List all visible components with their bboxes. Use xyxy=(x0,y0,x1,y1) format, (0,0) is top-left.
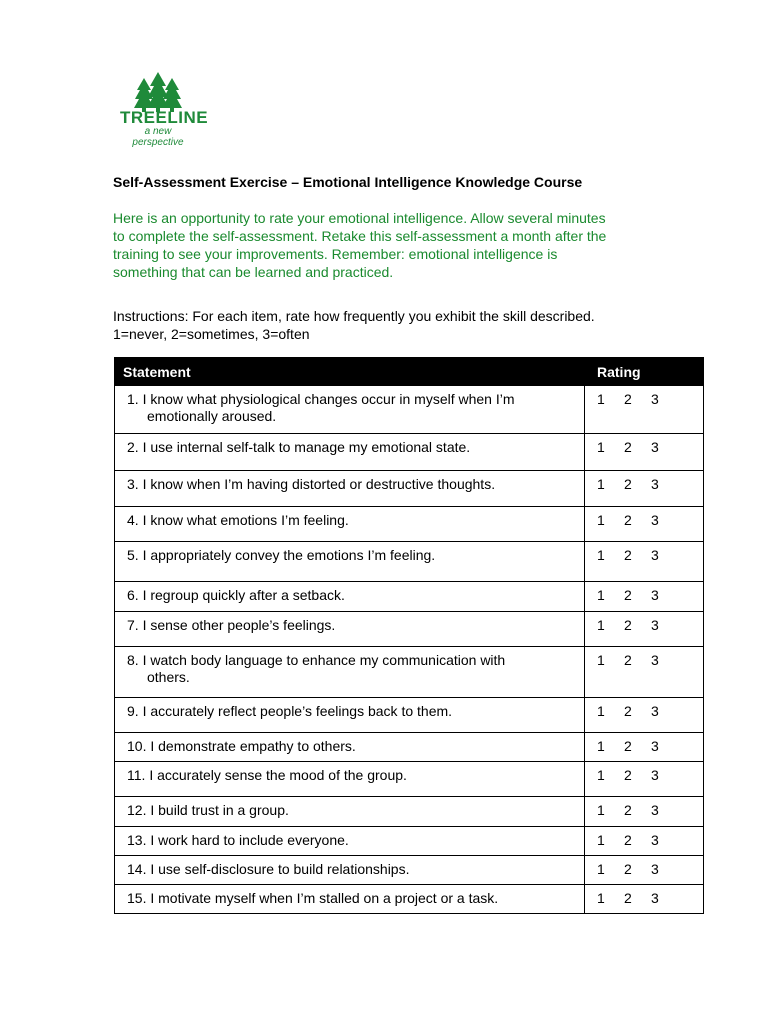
statement-text: emotionally aroused. xyxy=(147,408,277,424)
statement-text: 11. I accurately sense the mood of the group. xyxy=(127,767,407,783)
intro-line: Here is an opportunity to rate your emotional intelligence. Allow several minutes xyxy=(113,210,606,226)
rating-option-2[interactable]: 2 xyxy=(624,652,632,668)
table-row xyxy=(115,582,704,612)
rating-scale-cell xyxy=(585,733,704,762)
statement-cell xyxy=(115,733,585,762)
table-row xyxy=(115,542,704,582)
rating-option-3[interactable]: 3 xyxy=(651,890,659,906)
statement-text: 14. I use self-disclosure to build relationships. xyxy=(127,861,410,877)
rating-option-1[interactable]: 1 xyxy=(597,512,605,528)
rating-option-1[interactable]: 1 xyxy=(597,703,605,719)
rating-option-2[interactable]: 2 xyxy=(624,802,632,818)
rating-option-2[interactable]: 2 xyxy=(624,861,632,877)
rating-option-1[interactable]: 1 xyxy=(597,476,605,492)
intro-paragraph xyxy=(113,209,673,281)
intro-line: to complete the self-assessment. Retake this self-assessment a month after the xyxy=(113,228,607,244)
rating-option-3[interactable]: 3 xyxy=(651,391,659,407)
statement-text: 10. I demonstrate empathy to others. xyxy=(127,738,356,754)
statement-text: 15. I motivate myself when I’m stalled on a project or a task. xyxy=(127,890,499,906)
rating-scale-cell xyxy=(585,797,704,827)
rating-scale-cell xyxy=(585,386,704,434)
table-row xyxy=(115,797,704,827)
table-row xyxy=(115,827,704,856)
statement-cell xyxy=(115,542,585,582)
table-header-row xyxy=(115,358,704,386)
pine-trees-icon xyxy=(120,72,196,112)
page-title: Self-Assessment Exercise – Emotional Intelligence Knowledge Course xyxy=(113,174,583,190)
statement-cell xyxy=(115,582,585,612)
rating-scale-cell xyxy=(585,471,704,507)
statement-cell xyxy=(115,434,585,471)
rating-scale-cell xyxy=(585,507,704,542)
scale-legend: 1=never, 2=sometimes, 3=often xyxy=(113,326,310,342)
table-row xyxy=(115,698,704,733)
rating-scale-cell xyxy=(585,827,704,856)
rating-table xyxy=(114,357,704,914)
rating-option-3[interactable]: 3 xyxy=(651,617,659,633)
rating-option-3[interactable]: 3 xyxy=(651,587,659,603)
logo-wordmark: TREELINE xyxy=(120,108,209,127)
table-row xyxy=(115,856,704,885)
rating-scale-cell xyxy=(585,856,704,885)
statement-text: 8. I watch body language to enhance my communication with xyxy=(127,652,506,668)
instructions xyxy=(113,307,673,343)
rating-option-2[interactable]: 2 xyxy=(624,587,632,603)
rating-option-2[interactable]: 2 xyxy=(624,767,632,783)
rating-scale-cell xyxy=(585,434,704,471)
rating-option-2[interactable]: 2 xyxy=(624,890,632,906)
statement-cell xyxy=(115,885,585,914)
instructions-line: Instructions: For each item, rate how frequently you exhibit the skill described. xyxy=(113,308,595,324)
statement-cell xyxy=(115,762,585,797)
statement-cell xyxy=(115,856,585,885)
table-row xyxy=(115,471,704,507)
table-row xyxy=(115,507,704,542)
rating-option-3[interactable]: 3 xyxy=(651,767,659,783)
rating-option-3[interactable]: 3 xyxy=(651,703,659,719)
table-row xyxy=(115,434,704,471)
intro-line: training to see your improvements. Remember: emotional intelligence is xyxy=(113,246,558,262)
rating-option-1[interactable]: 1 xyxy=(597,861,605,877)
rating-option-3[interactable]: 3 xyxy=(651,476,659,492)
rating-option-1[interactable]: 1 xyxy=(597,547,605,563)
table-row xyxy=(115,733,704,762)
table-row xyxy=(115,612,704,647)
rating-option-1[interactable]: 1 xyxy=(597,802,605,818)
rating-option-3[interactable]: 3 xyxy=(651,512,659,528)
rating-option-3[interactable]: 3 xyxy=(651,652,659,668)
rating-option-2[interactable]: 2 xyxy=(624,703,632,719)
rating-option-1[interactable]: 1 xyxy=(597,738,605,754)
rating-scale-cell xyxy=(585,762,704,797)
rating-option-2[interactable]: 2 xyxy=(624,476,632,492)
statement-text: 12. I build trust in a group. xyxy=(127,802,289,818)
statement-text: 6. I regroup quickly after a setback. xyxy=(127,587,345,603)
statement-text: 9. I accurately reflect people’s feelings back to them. xyxy=(127,703,453,719)
table-row xyxy=(115,647,704,698)
rating-option-2[interactable]: 2 xyxy=(624,439,632,455)
statement-cell xyxy=(115,647,585,698)
rating-option-3[interactable]: 3 xyxy=(651,861,659,877)
logo-tagline: a new perspective xyxy=(132,126,184,148)
statement-cell xyxy=(115,827,585,856)
rating-option-2[interactable]: 2 xyxy=(624,391,632,407)
rating-option-1[interactable]: 1 xyxy=(597,890,605,906)
statement-column-header: Statement xyxy=(115,358,585,386)
table-row xyxy=(115,386,704,434)
rating-option-1[interactable]: 1 xyxy=(597,439,605,455)
statement-cell xyxy=(115,612,585,647)
rating-scale-cell xyxy=(585,612,704,647)
rating-option-1[interactable]: 1 xyxy=(597,587,605,603)
rating-scale-cell xyxy=(585,542,704,582)
rating-option-2[interactable]: 2 xyxy=(624,617,632,633)
rating-option-3[interactable]: 3 xyxy=(651,439,659,455)
rating-option-3[interactable]: 3 xyxy=(651,802,659,818)
statement-cell xyxy=(115,471,585,507)
rating-scale-cell xyxy=(585,582,704,612)
statement-cell xyxy=(115,507,585,542)
rating-scale-cell xyxy=(585,698,704,733)
table-row xyxy=(115,885,704,914)
statement-text: 1. I know what physiological changes occur in myself when I’m xyxy=(127,391,515,407)
intro-line: something that can be learned and practiced. xyxy=(113,264,394,280)
statement-text: 13. I work hard to include everyone. xyxy=(127,832,349,848)
rating-option-1[interactable]: 1 xyxy=(597,832,605,848)
rating-option-2[interactable]: 2 xyxy=(624,832,632,848)
rating-option-1[interactable]: 1 xyxy=(597,652,605,668)
statement-cell xyxy=(115,797,585,827)
statement-text: 7. I sense other people’s feelings. xyxy=(127,617,336,633)
rating-column-header: Rating xyxy=(585,358,704,386)
rating-scale-cell xyxy=(585,647,704,698)
statement-cell xyxy=(115,698,585,733)
statement-text: 4. I know what emotions I’m feeling. xyxy=(127,512,349,528)
statement-text: others. xyxy=(147,669,190,685)
statement-text: 5. I appropriately convey the emotions I’m feeling. xyxy=(127,547,436,563)
rating-option-2[interactable]: 2 xyxy=(624,738,632,754)
statement-text: 2. I use internal self-talk to manage my emotional state. xyxy=(127,439,471,455)
statement-text: 3. I know when I’m having distorted or destructive thoughts. xyxy=(127,476,496,492)
rating-option-2[interactable]: 2 xyxy=(624,547,632,563)
rating-option-3[interactable]: 3 xyxy=(651,547,659,563)
rating-scale-cell xyxy=(585,885,704,914)
rating-option-1[interactable]: 1 xyxy=(597,391,605,407)
statement-cell xyxy=(115,386,585,434)
rating-option-2[interactable]: 2 xyxy=(624,512,632,528)
rating-option-3[interactable]: 3 xyxy=(651,738,659,754)
rating-option-1[interactable]: 1 xyxy=(597,767,605,783)
rating-option-1[interactable]: 1 xyxy=(597,617,605,633)
rating-option-3[interactable]: 3 xyxy=(651,832,659,848)
table-row xyxy=(115,762,704,797)
